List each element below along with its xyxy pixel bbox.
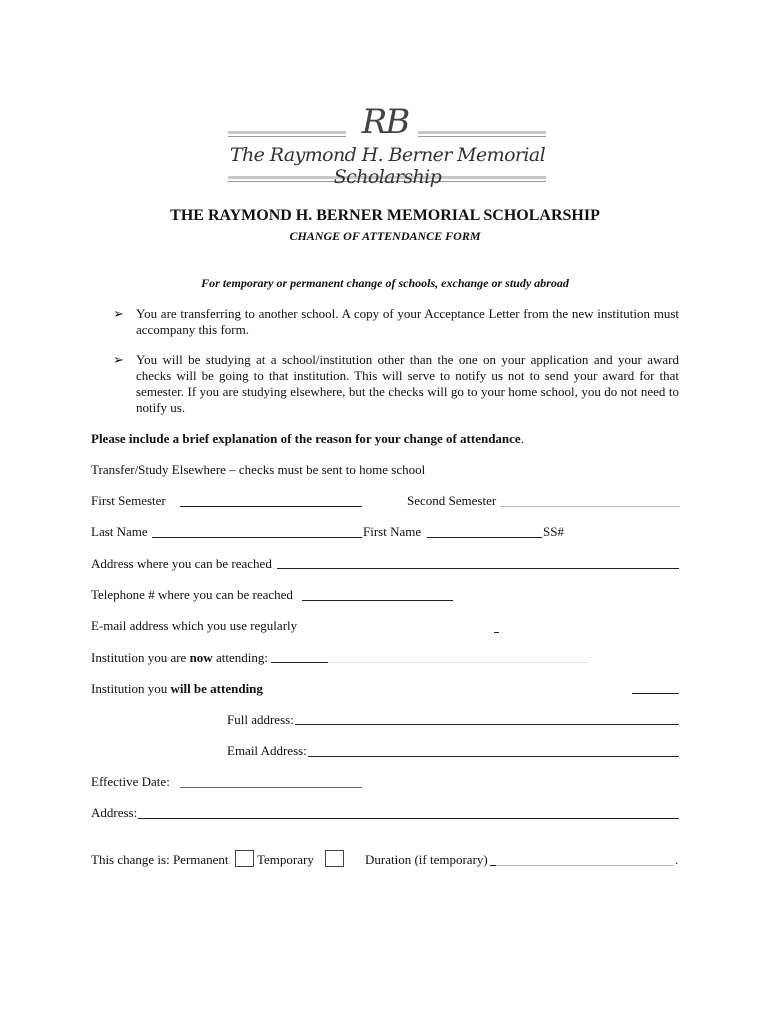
instruction-text xyxy=(91,431,524,447)
logo-script-title: The Raymond H. Berner Memorial Scholarship xyxy=(229,144,546,188)
arrow-bullet-icon: ➢ xyxy=(113,352,124,367)
form-subtitle: CHANGE OF ATTENDANCE FORM xyxy=(289,229,481,243)
duration-period: . xyxy=(675,852,679,867)
email-address-field[interactable] xyxy=(308,756,679,757)
institution-now-suffix: attending: xyxy=(212,650,268,665)
telephone-label: Telephone # where you can be reached xyxy=(91,587,293,602)
second-semester-label: Second Semester xyxy=(407,493,497,508)
temporary-label: Temporary xyxy=(257,852,314,867)
section-label: Transfer/Study Elsewhere – checks must be sent to home school xyxy=(91,462,426,477)
logo-monogram: RB xyxy=(361,102,409,142)
permanent-checkbox[interactable] xyxy=(235,850,254,867)
duration-label: Duration (if temporary) xyxy=(365,852,488,867)
institution-will-bold: will be attending xyxy=(170,681,263,696)
full-address-label: Full address: xyxy=(227,712,294,727)
institution-now-label xyxy=(91,650,268,666)
institution-now-field-ext[interactable] xyxy=(328,662,588,663)
instruction-bold: Please include a brief explanation of the reason for your change of attendance xyxy=(91,431,521,446)
first-semester-field[interactable] xyxy=(180,506,362,507)
address-field[interactable] xyxy=(138,818,679,819)
arrow-bullet-icon: ➢ xyxy=(113,306,124,321)
full-address-field[interactable] xyxy=(295,724,679,725)
bullet-item: You are transferring to another school. A copy of your Acceptance Letter from the new institution must accompany this form. xyxy=(136,306,679,337)
institution-will-label xyxy=(91,681,263,697)
first-name-label: First Name xyxy=(363,524,422,539)
intro-text: For temporary or permanent change of schools, exchange or study abroad xyxy=(201,276,569,290)
institution-will-prefix: Institution you xyxy=(91,681,171,696)
address-reached-label: Address where you can be reached xyxy=(91,556,272,571)
last-name-label: Last Name xyxy=(91,524,148,539)
ss-label: SS# xyxy=(543,524,564,539)
bullet-item: You will be studying at a school/institution other than the one on your application and your award checks will be going to that institution. This will serve to notify us not to send your award for that semester. If you are studying elsewhere, but the checks will go to your home school, you do not need to notify us. xyxy=(136,352,679,415)
change-is-label: This change is: Permanent xyxy=(91,852,229,867)
telephone-field[interactable] xyxy=(302,600,453,601)
institution-now-prefix: Institution you are xyxy=(91,650,190,665)
address-reached-field[interactable] xyxy=(277,568,679,569)
temporary-checkbox[interactable] xyxy=(325,850,344,867)
institution-now-bold: now xyxy=(189,650,213,665)
scholarship-logo xyxy=(225,100,550,188)
last-name-field[interactable] xyxy=(152,537,362,538)
address-label: Address: xyxy=(91,805,138,820)
second-semester-field[interactable] xyxy=(500,506,680,507)
effective-date-field[interactable] xyxy=(180,787,362,788)
email-regular-label: E-mail address which you use regularly xyxy=(91,618,298,633)
email-address-label: Email Address: xyxy=(227,743,307,758)
first-semester-label: First Semester xyxy=(91,493,166,508)
institution-will-field[interactable] xyxy=(632,693,679,694)
first-name-field[interactable] xyxy=(427,537,542,538)
duration-field-ext[interactable] xyxy=(496,865,674,866)
instruction-period: . xyxy=(520,431,524,446)
email-regular-field[interactable] xyxy=(494,632,499,633)
effective-date-label: Effective Date: xyxy=(91,774,170,789)
form-title: THE RAYMOND H. BERNER MEMORIAL SCHOLARSHIP xyxy=(170,207,600,224)
institution-now-field[interactable] xyxy=(271,662,328,663)
